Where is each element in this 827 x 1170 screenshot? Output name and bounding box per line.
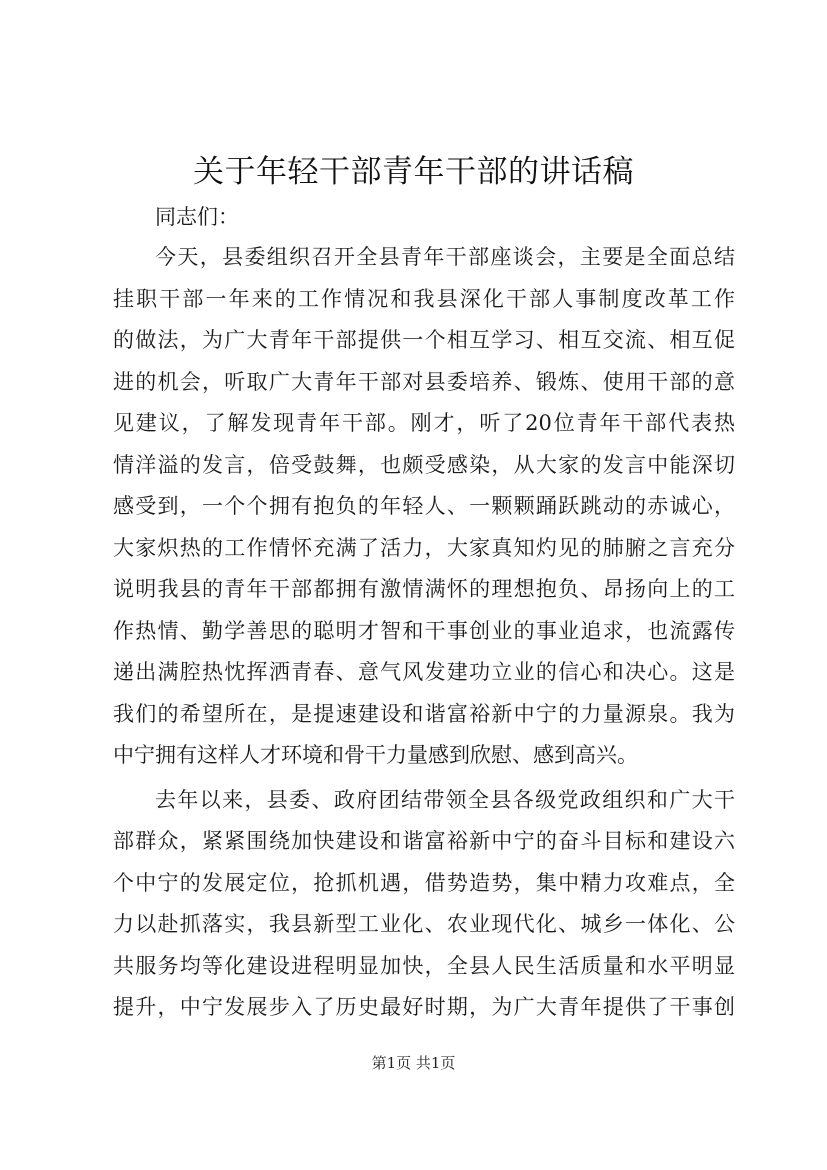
page-footer: 第1页 共1页 bbox=[371, 1054, 456, 1072]
text-line: 今天，县委组织召开全县青年干部座谈会，主要是全面总结 bbox=[155, 245, 735, 269]
text-line: 部群众，紧紧围绕加快建设和谐富裕新中宁的奋斗目标和建设六 bbox=[113, 829, 735, 853]
text-line: 提升，中宁发展步入了历史最好时期，为广大青年提供了干事创 bbox=[113, 995, 735, 1019]
text-line: 情洋溢的发言，倍受鼓舞，也颇受感染，从大家的发言中能深切 bbox=[113, 453, 735, 477]
text-line: 感受到，一个个拥有抱负的年轻人、一颗颗踊跃跳动的赤诚心， bbox=[113, 494, 735, 518]
text-line: 去年以来，县委、政府团结带领全县各级党政组织和广大干 bbox=[155, 788, 735, 812]
text-line: 的做法，为广大青年干部提供一个相互学习、相互交流、相互促 bbox=[113, 328, 735, 352]
text-line: 挂职干部一年来的工作情况和我县深化干部人事制度改革工作 bbox=[113, 287, 735, 311]
document-title: 关于年轻干部青年干部的讲话稿 bbox=[193, 154, 634, 190]
text-line: 递出满腔热忱挥洒青春、意气风发建功立业的信心和决心。这是 bbox=[113, 660, 735, 684]
text-line: 我们的希望所在，是提速建设和谐富裕新中宁的力量源泉。我为 bbox=[113, 702, 735, 726]
text-line: 力以赴抓落实，我县新型工业化、农业现代化、城乡一体化、公 bbox=[113, 912, 735, 936]
text-line: 进的机会，听取广大青年干部对县委培养、锻炼、使用干部的意 bbox=[113, 370, 735, 394]
text-line: 大家炽热的工作情怀充满了活力，大家真知灼见的肺腑之言充分 bbox=[113, 536, 735, 560]
text-line: 作热情、勤学善思的聪明才智和干事创业的事业追求，也流露传 bbox=[113, 619, 735, 643]
text-line: 个中宁的发展定位，抢抓机遇，借势造势，集中精力攻难点，全 bbox=[113, 871, 735, 895]
text-line: 见建议，了解发现青年干部。刚才，听了20位青年干部代表热 bbox=[113, 411, 735, 435]
text-line: 中宁拥有这样人才环境和骨干力量感到欣慰、感到高兴。 bbox=[113, 743, 638, 767]
salutation: 同志们： bbox=[155, 205, 239, 229]
text-line: 说明我县的青年干部都拥有激情满怀的理想抱负、昂扬向上的工 bbox=[113, 577, 735, 601]
text-line: 共服务均等化建设进程明显加快，全县人民生活质量和水平明显 bbox=[113, 954, 735, 978]
